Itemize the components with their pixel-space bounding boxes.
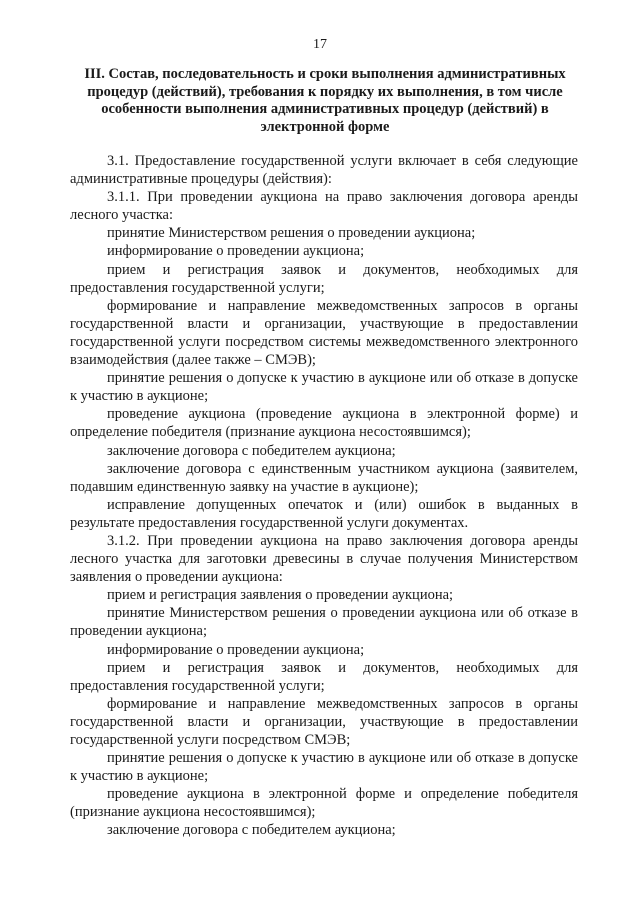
- paragraph: 3.1.2. При проведении аукциона на право заключения договора аренды лесного участка для заготовки древесины в случае получения Министерством заявления о проведении аукциона:: [70, 532, 578, 586]
- page-number: 17: [313, 37, 327, 52]
- paragraph: принятие решения о допуске к участию в аукционе или об отказе в допуске к участию в аукционе;: [70, 370, 578, 405]
- paragraph: исправление допущенных опечаток и (или) ошибок в выданных в результате предоставления государственной услуги документах.: [70, 496, 578, 531]
- document-body: [70, 152, 578, 840]
- heading-line: III. Состав, последовательность и сроки выполнения административных: [84, 66, 566, 82]
- paragraph: формирование и направление межведомственных запросов в органы государственной власти и организации, участвующие в предоставлении государственной услуги посредством системы межведомственного электронного взаимодействия (далее также – СМЭВ);: [70, 297, 578, 369]
- paragraph: прием и регистрация заявок и документов, необходимых для предоставления государственной услуги;: [70, 659, 578, 694]
- paragraph: прием и регистрация заявок и документов, необходимых для предоставления государственной услуги;: [70, 261, 578, 296]
- paragraph: прием и регистрация заявления о проведении аукциона;: [107, 587, 454, 604]
- paragraph: информирование о проведении аукциона;: [107, 243, 365, 260]
- paragraph: формирование и направление межведомственных запросов в органы государственной власти и организации, участвующие в предоставлении государственной услуги посредством СМЭВ;: [70, 695, 578, 748]
- paragraph: принятие Министерством решения о проведении аукциона;: [107, 225, 476, 242]
- paragraph: 3.1.1. При проведении аукциона на право заключения договора аренды лесного участка:: [70, 189, 578, 224]
- section-heading: [70, 66, 580, 136]
- paragraph: проведение аукциона (проведение аукциона в электронной форме) и определение победителя (признание аукциона несостоявшимся);: [70, 406, 578, 441]
- paragraph: принятие Министерством решения о проведении аукциона или об отказе в проведении аукциона;: [70, 605, 578, 640]
- paragraph: проведение аукциона в электронной форме и определение победителя (признание аукциона несостоявшимся);: [70, 786, 578, 821]
- paragraph: заключение договора с единственным участником аукциона (заявителем, подавшим единственную заявку на участие в аукционе);: [70, 460, 578, 495]
- paragraph: принятие решения о допуске к участию в аукционе или об отказе в допуске к участию в аукционе;: [70, 750, 578, 785]
- heading-line: электронной форме: [260, 118, 390, 135]
- paragraph: 3.1. Предоставление государственной услуги включает в себя следующие административные процедуры (действия):: [70, 153, 578, 188]
- heading-line: процедур (действий), требования к порядку их выполнения, в том числе: [87, 83, 563, 100]
- paragraph: заключение договора с победителем аукциона;: [107, 442, 396, 459]
- heading-line: особенности выполнения административных процедур (действий) в: [101, 101, 549, 117]
- paragraph: заключение договора с победителем аукциона;: [107, 822, 396, 839]
- paragraph: информирование о проведении аукциона;: [107, 641, 365, 658]
